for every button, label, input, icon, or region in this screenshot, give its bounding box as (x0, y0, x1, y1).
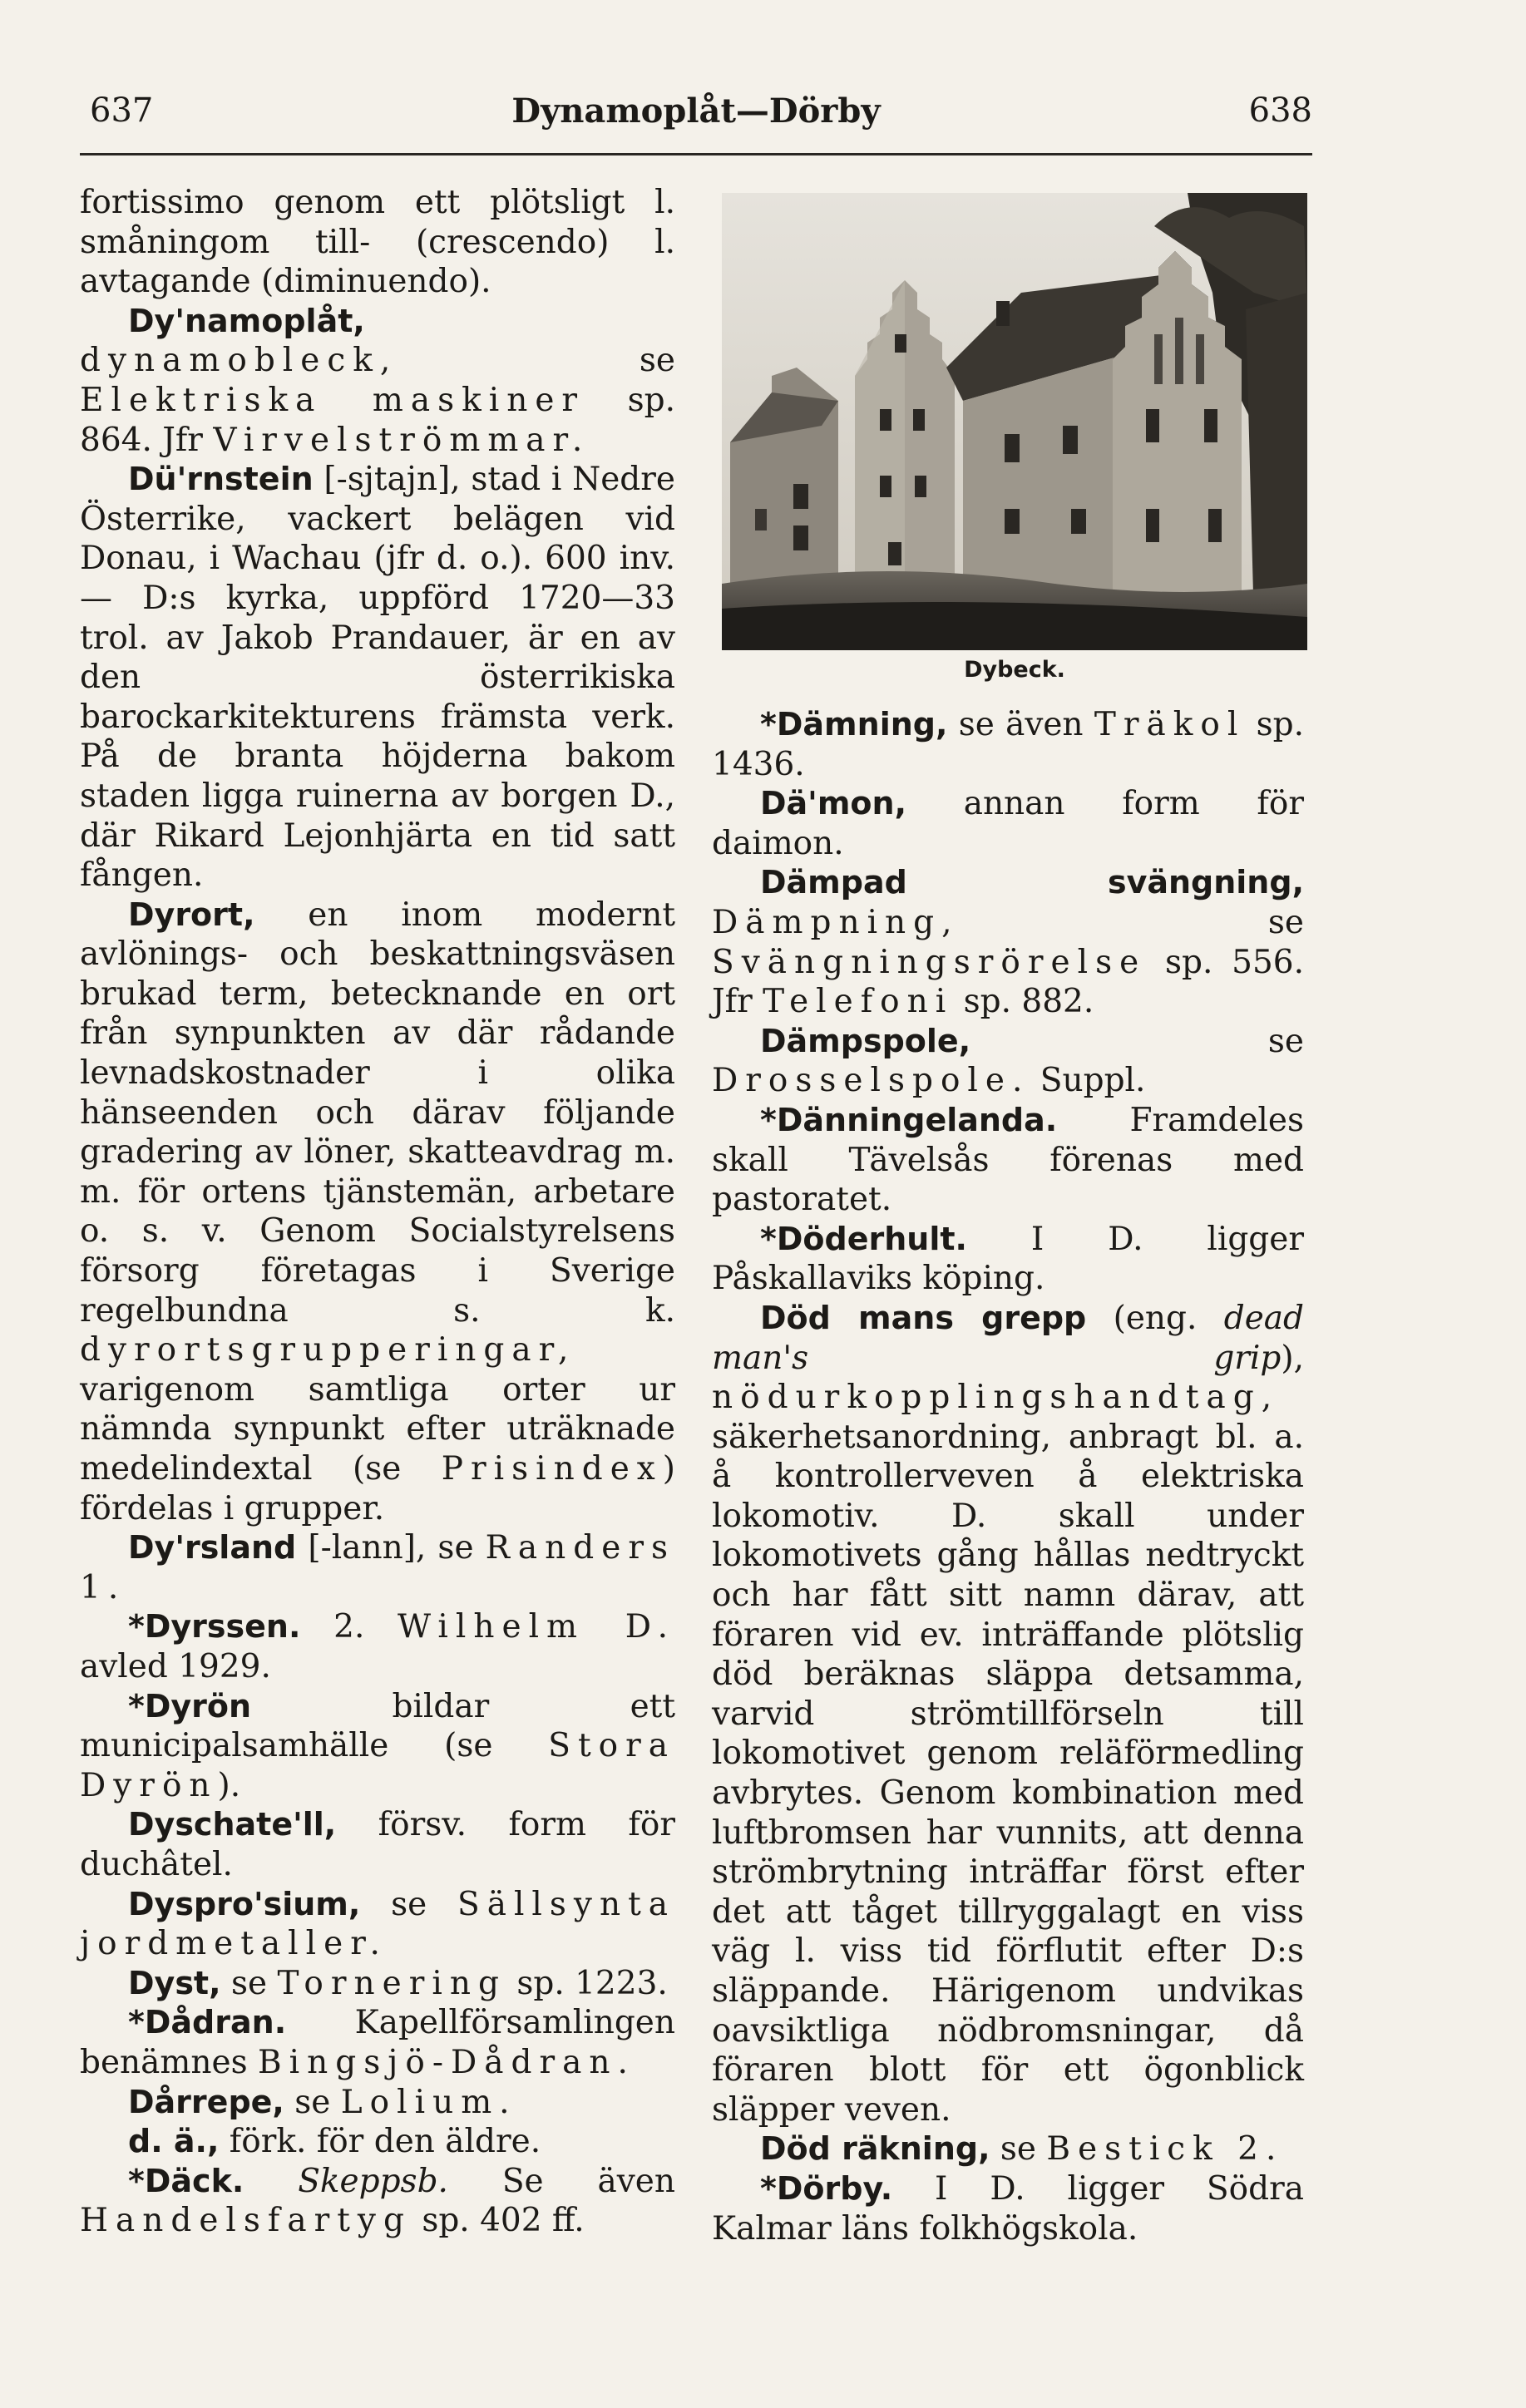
dybeck-castle-photo (722, 193, 1307, 650)
headword: *Dänningelanda. (760, 1101, 1058, 1138)
headword: Dü'rnstein (128, 461, 314, 498)
page-number-right: 638 (1248, 91, 1312, 130)
headword: Dy'namoplåt, (128, 302, 365, 339)
headword: Dårrepe, (128, 2083, 284, 2120)
entry-durnstein: Dü'rnstein [-sjtajn], stad i Nedre Österrike, vackert belägen vid Donau, i Wachau (jfr d. o.). 600 inv. — D:s kyrka, uppförd 1720—33 trol. av Jakob Prandauer, är en av den österrikiska barockarkitekturens främsta verk. På de branta höjderna bakom staden ligga ruinerna av borgen D., där Rikard Lejonhjärta en tid satt fången. (80, 461, 675, 895)
headword: *Dämning, (760, 706, 948, 743)
page-number-left: 637 (90, 91, 154, 130)
headword: *Däck. (128, 2162, 244, 2199)
entry-dampspole: Dämpspole, se Drosselspole. Suppl. (712, 1022, 1304, 1100)
entry-dorby: *Dörby. I D. ligger Södra Kalmar läns folkhögskola. (712, 2169, 1304, 2248)
entry-damon: Dä'mon, annan form för daimon. (712, 785, 1304, 862)
entry-dod-rakning: Död räkning, se Bestick 2. (760, 2130, 1284, 2169)
entry-dysprosium: Dyspro'sium, se Sällsynta jordmetaller. (80, 1885, 675, 1963)
headword: Död mans grepp (760, 1299, 1087, 1336)
entry-dampad-svangning: Dämpad svängning, Dämpning, se Svängningsrörelse sp. 556. Jfr Telefoni sp. 882. (712, 864, 1304, 1021)
right-column (712, 705, 1304, 2248)
entry-darrepe: Dårrepe, se Lolium. (128, 2083, 517, 2121)
header-rule (80, 153, 1312, 155)
castle-illustration (722, 193, 1307, 650)
entry-doderhult: *Döderhult. I D. ligger Påskallaviks köping. (712, 1220, 1304, 1298)
entry-dyron: *Dyrön bildar ett municipalsamhälle (se Stora Dyrön). (80, 1687, 675, 1804)
headword: Dyspro'sium, (128, 1885, 361, 1922)
entry-dack: *Däck. Skeppsb. Se även Handelsfartyg sp. 402 ff. (80, 2162, 676, 2240)
entry-dyschatell: Dyschate'll, försv. form för duchâtel. (80, 1806, 675, 1883)
headword: Dä'mon, (760, 785, 907, 822)
entry-d-a: d. ä., förk. för den äldre. (128, 2123, 541, 2161)
left-column (80, 183, 675, 2241)
entry-danningelanda: *Dänningelanda. Framdeles skall Tävelsås förenas med pastoratet. (712, 1101, 1304, 1219)
headword: Dyrort, (128, 896, 255, 933)
headword: Död räkning, (760, 2130, 990, 2168)
headword: *Dådran. (128, 2004, 287, 2041)
headword: *Döderhult. (760, 1220, 967, 1257)
entry-dyst: Dyst, se Tornering sp. 1223. (128, 1964, 668, 2002)
figure-caption: Dybeck. (964, 657, 1065, 683)
entry-dynamoplat: Dy'namoplåt, dynamobleck, se Elektriska maskiner sp. 864. Jfr Virvelströmmar. (80, 302, 675, 459)
page-header (80, 85, 1312, 135)
entry-dyrssen: *Dyrssen. 2. Wilhelm D. avled 1929. (80, 1608, 675, 1685)
headword: Dyschate'll, (128, 1806, 337, 1843)
entry-continuation: fortissimo genom ett plötsligt l. småningom till- (crescendo) l. avtagande (diminuendo). (80, 184, 675, 301)
headword: d. ä., (128, 2123, 220, 2160)
headword: Dyst, (128, 1964, 221, 2001)
entry-dod-mans-grepp: Död mans grepp (eng. dead man's grip), nödurkopplingshandtag, säkerhetsanordning, anbragt bl. a. å kontrollerveven å elektriska lokomotiv. D. skall under lokomotivets gång hållas nedtryckt och har fått sitt namn därav, att föraren vid ev. inträffande plötslig död beräknas släppa detsamma, varvid strömtillförseln till lokomotivet genom reläförmedling avbrytes. Genom kombination med luftbromsen har vunnits, att denna strömbrytning inträffar först efter det att tåget tillryggalagt en viss väg l. viss tid förflutit efter D:s släppande. Härigenom undvikas oavsiktliga nödbromsningar, då föraren blott för ett ögonblick släpper veven. (712, 1299, 1304, 2129)
running-head: Dynamoplåt—Dörby (511, 91, 881, 131)
headword: Dy'rsland (128, 1529, 297, 1567)
entry-dadran: *Dådran. Kapellförsamlingen benämnes Bingsjö-Dådran. (80, 2004, 675, 2081)
headword: *Dyrssen. (128, 1608, 301, 1646)
entry-dyrort: Dyrort, en inom modernt avlönings- och beskattningsväsen brukad term, betecknande en ort från synpunkten av där rådande levnadskostnader i olika hänseenden och därav följande gradering av löner, skatteavdrag m. m. för ortens tjänstemän, arbetare o. s. v. Genom Socialstyrelsens försorg företagas i Sverige regelbundna s. k. dyrortsgrupperingar, varigenom samtliga orter ur nämnda synpunkt efter uträknade medelindextal (se Prisindex) fördelas i grupper. (80, 896, 675, 1527)
entry-dyrsland: Dy'rsland [-lann], se Randers 1. (80, 1529, 675, 1606)
headword: *Dyrön (128, 1687, 252, 1725)
headword: Dämpspole, (760, 1022, 971, 1059)
headword: Dämpad svängning, (760, 864, 1304, 901)
headword: *Dörby. (760, 2169, 893, 2207)
entry-damning: *Dämning, se även Träkol sp. 1436. (712, 706, 1304, 783)
